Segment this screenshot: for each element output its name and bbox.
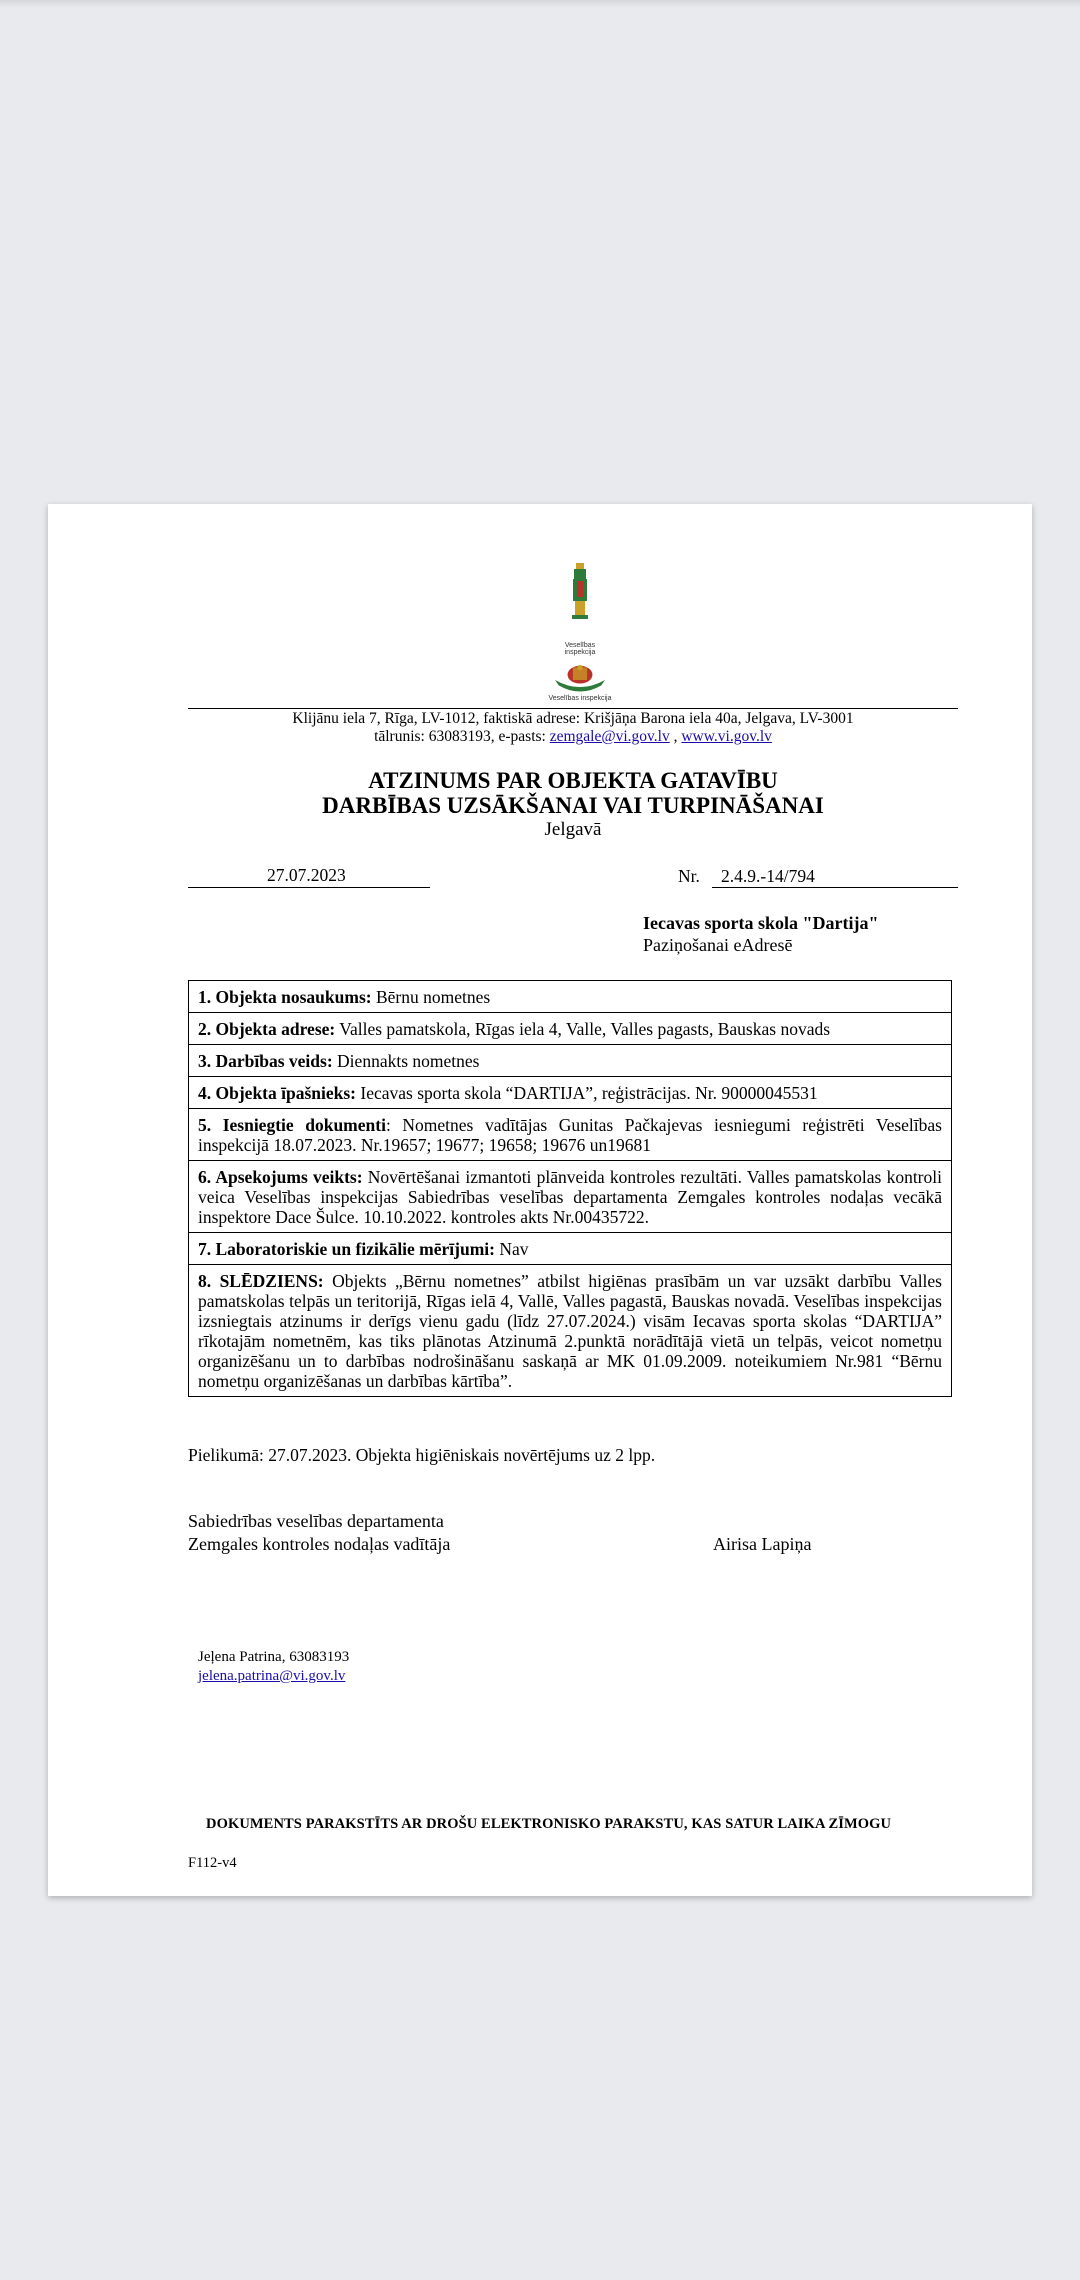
item-label: 3. Darbības veids: bbox=[198, 1051, 333, 1071]
table-row bbox=[189, 1233, 952, 1265]
viewer-top-shadow bbox=[0, 0, 1080, 8]
document-page[interactable] bbox=[48, 504, 1032, 1896]
item-cell bbox=[189, 1265, 952, 1397]
contact-email-link[interactable]: jelena.patrina@vi.gov.lv bbox=[198, 1668, 346, 1684]
item-cell bbox=[189, 981, 952, 1013]
item-label: 1. Objekta nosaukums: bbox=[198, 987, 372, 1007]
item-label: 5. Iesniegtie dokumenti bbox=[198, 1115, 386, 1135]
table-row bbox=[189, 1161, 952, 1233]
item-text: Diennakts nometnes bbox=[332, 1051, 480, 1071]
signatory-department: Sabiedrības veselības departamenta bbox=[188, 1511, 444, 1531]
title-line-2: DARBĪBAS UZSĀKŠANAI VAI TURPINĀŠANAI bbox=[322, 793, 824, 818]
contact-line bbox=[188, 728, 958, 746]
item-cell bbox=[189, 1045, 952, 1077]
item-text: Bērnu nometnes bbox=[371, 987, 491, 1007]
table-row bbox=[189, 1265, 952, 1397]
contact-person: Jeļena Patrina, 63083193 bbox=[198, 1649, 350, 1665]
title-line-1: ATZINUMS PAR OBJEKTA GATAVĪBU bbox=[368, 768, 778, 793]
phone-text: tālrunis: 63083193, e-pasts: bbox=[374, 728, 550, 745]
table-row bbox=[189, 1109, 952, 1161]
recipient-name: Iecavas sporta skola "Dartija" bbox=[643, 913, 879, 933]
link-separator: , bbox=[669, 728, 682, 745]
assessment-table bbox=[188, 980, 952, 1397]
item-label: 7. Laboratoriskie un fizikālie mērījumi: bbox=[198, 1239, 495, 1259]
recipient-note: Paziņošanai eAdresē bbox=[643, 935, 793, 955]
emblem-figure-icon bbox=[553, 552, 607, 630]
signatory-name: Airisa Lapiņa bbox=[713, 1534, 812, 1554]
signatory-position: Zemgales kontroles nodaļas vadītāja bbox=[188, 1534, 451, 1554]
form-code: F112-v4 bbox=[188, 1855, 237, 1871]
attachment-note: Pielikumā: 27.07.2023. Objekta higiēniskais novērtējums uz 2 lpp. bbox=[188, 1445, 656, 1465]
item-text: Valles pamatskola, Rīgas iela 4, Valle, Valles pagasts, Bauskas novads bbox=[335, 1019, 831, 1039]
item-text: Novērtēšanai izmantoti plānveida kontroles rezultāti. Valles pamatskolas kontroli veica Veselības inspekcijas Sabiedrības veselības departamenta Zemgales kontroles nodaļas vecākā inspektore Dace Šulce. 10.10.2022. kontroles akts Nr.00435722. bbox=[198, 1167, 942, 1227]
number-underline bbox=[712, 887, 958, 888]
item-label: 2. Objekta adrese: bbox=[198, 1019, 336, 1039]
signatory-block bbox=[188, 1510, 450, 1556]
item-cell bbox=[189, 1109, 952, 1161]
item-label: 6. Apsekojums veikts: bbox=[198, 1167, 363, 1187]
date-underline bbox=[188, 887, 430, 888]
item-text: Nav bbox=[495, 1239, 529, 1259]
institution-website-link[interactable]: www.vi.gov.lv bbox=[681, 728, 772, 745]
item-cell bbox=[189, 1013, 952, 1045]
document-title bbox=[188, 768, 958, 818]
contact-person-block bbox=[198, 1648, 349, 1686]
coat-of-arms-icon bbox=[548, 662, 612, 698]
table-row bbox=[189, 1045, 952, 1077]
document-date: 27.07.2023 bbox=[267, 865, 346, 885]
header-rule bbox=[188, 708, 958, 709]
issue-city: Jelgavā bbox=[544, 819, 602, 840]
item-text: Objekts „Bērnu nometnes” atbilst higiēnas prasībām un var uzsākt darbību Valles pamatskolas telpās un teritorijā, Rīgas ielā 4, Vallē, Valles pagastā, Bauskas novadā. Veselības inspekcijas izsniegtais atzinums ir derīgs vienu gadu (līdz 27.07.2024.) visām Iecavas sporta skolas “DARTIJA” rīkotajām nometnēm, kas tiks plānotas Atzinumā 2.punktā norādītājā vietā un telpās, veicot nometņu organizēšanu un to darbības nodrošināšanu saskaņā ar MK 01.09.2009. noteikumiem Nr.981 “Bērnu nometņu organizēšanas un darbības kārtība”. bbox=[198, 1271, 942, 1391]
item-cell bbox=[189, 1077, 952, 1109]
item-label: 4. Objekta īpašnieks: bbox=[198, 1083, 357, 1103]
item-text: Iecavas sporta skola “DARTIJA”, reģistrācijas. Nr. 90000045531 bbox=[356, 1083, 818, 1103]
item-cell bbox=[189, 1161, 952, 1233]
emblem-caption-bottom: Veselības inspekcija bbox=[548, 695, 612, 702]
document-number: 2.4.9.-14/794 bbox=[721, 866, 815, 886]
table-row bbox=[189, 1013, 952, 1045]
emblem-caption-top: Veselības inspekcija bbox=[564, 642, 596, 656]
institution-email-link[interactable]: zemgale@vi.gov.lv bbox=[549, 728, 670, 745]
table-row bbox=[189, 981, 952, 1013]
e-signature-notice: DOKUMENTS PARAKSTĪTS AR DROŠU ELEKTRONISKO PARAKSTU, KAS SATUR LAIKA ZĪMOGU bbox=[206, 1816, 892, 1832]
institution-address bbox=[188, 710, 958, 746]
number-label: Nr. bbox=[678, 866, 700, 886]
item-cell bbox=[189, 1233, 952, 1265]
address-line: Klijānu iela 7, Rīga, LV-1012, faktiskā adrese: Krišjāņa Barona iela 40a, Jelgava, LV-3001 bbox=[292, 710, 854, 727]
recipient-block bbox=[643, 912, 878, 956]
table-row bbox=[189, 1077, 952, 1109]
item-label: 8. SLĒDZIENS: bbox=[198, 1271, 324, 1291]
item-text: : Nometnes vadītājas Gunitas Pačkajevas iesniegumi reģistrēti Veselības inspekcijā 18.07.2023. Nr.19657; 19677; 19658; 19676 un19681 bbox=[198, 1115, 942, 1155]
